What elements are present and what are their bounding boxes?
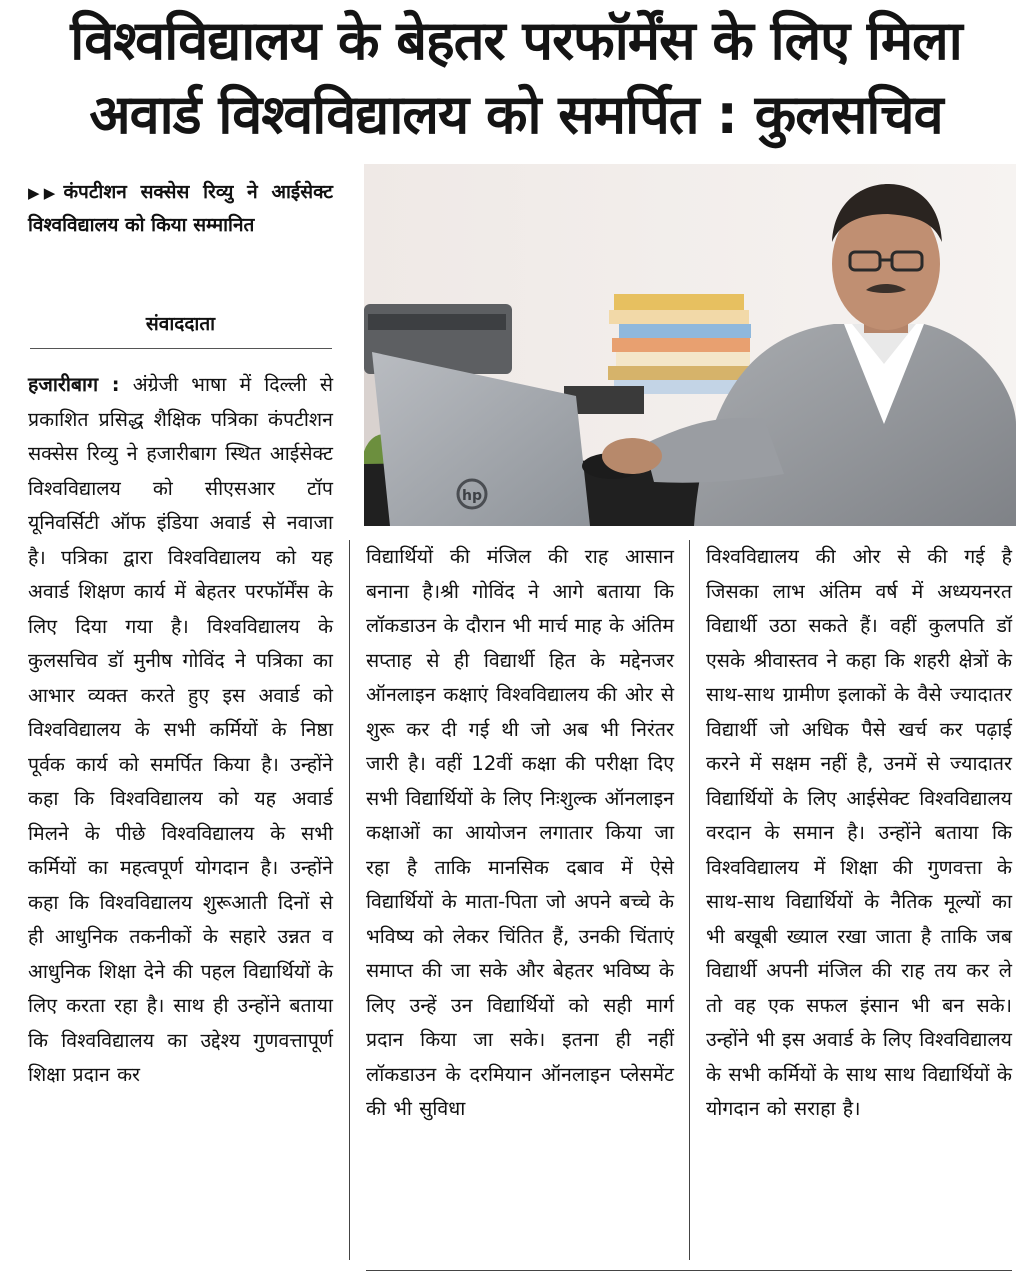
headline-line-1: विश्वविद्यालय के बेहतर परफॉर्मेंस के लिए मिला [70,9,962,72]
kicker-text: कंपटीशन सक्सेस रिव्यु ने आईसेक्ट विश्वविद्यालय को किया सम्मानित [28,181,334,236]
man-at-laptop-photo-icon [364,164,1016,526]
kicker [28,176,333,241]
byline-rule [30,348,332,349]
column-divider-1 [349,540,350,1260]
article-column-3: विश्वविद्यालय की ओर से की गई है जिसका लाभ अंतिम वर्ष में अध्ययनरत विद्यार्थी उठा सकते हैं। वहीं कुलपति डॉ एसके श्रीवास्तव ने कहा कि शहरी क्षेत्रों के साथ-साथ ग्रामीण इलाकों के वैसे ज्यादातर विद्यार्थी जो अधिक पैसे खर्च कर पढ़ाई करने में सक्षम नहीं है, उनमें से ज्यादातर विद्यार्थियों के लिए आईसेक्ट विश्वविद्यालय वरदान के समान है। उन्होंने बताया कि विश्वविद्यालय में शिक्षा की गुणवत्ता के साथ-साथ विद्यार्थियों के नैतिक मूल्यों का भी बखूबी ख्याल रखा जाता है ताकि जब विद्यार्थी अपनी मंजिल की राह तय कर ले तो वह एक सफल इंसान भी बन सके। उन्होंने भी इस अवार्ड के लिए विश्वविद्यालय के सभी कर्मियों के साथ साथ विद्यार्थियों के योगदान को सराहा है। [706,545,1012,1120]
column-divider-2 [689,540,690,1260]
byline: संवाददाता [145,313,216,335]
article-photo [364,164,1016,526]
column-1-text: अंग्रेजी भाषा में दिल्ली से प्रकाशित प्रसिद्ध शैक्षिक पत्रिका कंपटीशन सक्सेस रिव्यु ने हजारीबाग स्थित आईसेक्ट विश्वविद्यालय को सीएसआर टॉप यूनिवर्सिटी ऑफ इंडिया अवार्ड से नवाजा है। पत्रिका द्वारा विश्वविद्यालय को यह अवार्ड शिक्षण कार्य में बेहतर परफॉर्मेंस के लिए दिया गया है। विश्वविद्यालय के कुलसचिव डॉ मुनीष गोविंद ने पत्रिका का आभार व्यक्त करते हुए इस अवार्ड को विश्वविद्यालय के सभी कर्मियों के निष्ठा पूर्वक कार्य को समर्पित किया है। उन्होंने कहा कि विश्वविद्यालय को यह अवार्ड मिलने के पीछे विश्वविद्यालय के सभी कर्मियों का महत्वपूर्ण योगदान है। उन्होंने कहा कि विश्वविद्यालय शुरूआती दिनों से ही आधुनिक तकनीकों के सहारे उन्नत व आधुनिक शिक्षा देने की पहल विद्यार्थियों के लिए करता रहा है। साथ ही उन्होंने बताया कि विश्वविद्यालय का उद्देश्य गुणवत्तापूर्ण शिक्षा प्रदान कर [28,373,333,1086]
bottom-rule [366,1270,1012,1271]
headline [20,4,1012,152]
dateline: हजारीबाग : [28,373,120,396]
headline-line-2: अवार्ड विश्वविद्यालय को समर्पित : कुलसचिव [89,83,943,146]
double-arrow-icon: ▶▶ [28,184,60,202]
laptop-logo: hp [462,488,482,504]
article-column-1 [28,368,333,1093]
article-column-2: विद्यार्थियों की मंजिल की राह आसान बनाना है।श्री गोविंद ने आगे बताया कि लॉकडाउन के दौरान भी मार्च माह के अंतिम सप्ताह से ही विद्यार्थी हित के मद्देनजर ऑनलाइन कक्षाएं विश्वविद्यालय की ओर से शुरू कर दी गई थी जो अब भी निरंतर जारी है। वहीं 12वीं कक्षा की परीक्षा दिए सभी विद्यार्थियों के लिए निःशुल्क ऑनलाइन कक्षाओं का आयोजन लगातार किया जा रहा है ताकि मानसिक दबाव में ऐसे विद्यार्थियों के माता-पिता जो अपने बच्चे के भविष्य को लेकर चिंतित हैं, उनकी चिंताएं समाप्त की जा सके और बेहतर भविष्य के लिए उन्हें उन विद्यार्थियों को सही मार्ग प्रदान किया जा सके। इतना ही नहीं लॉकडाउन के दरमियान ऑनलाइन प्लेसमेंट की भी सुविधा [366,545,674,1120]
